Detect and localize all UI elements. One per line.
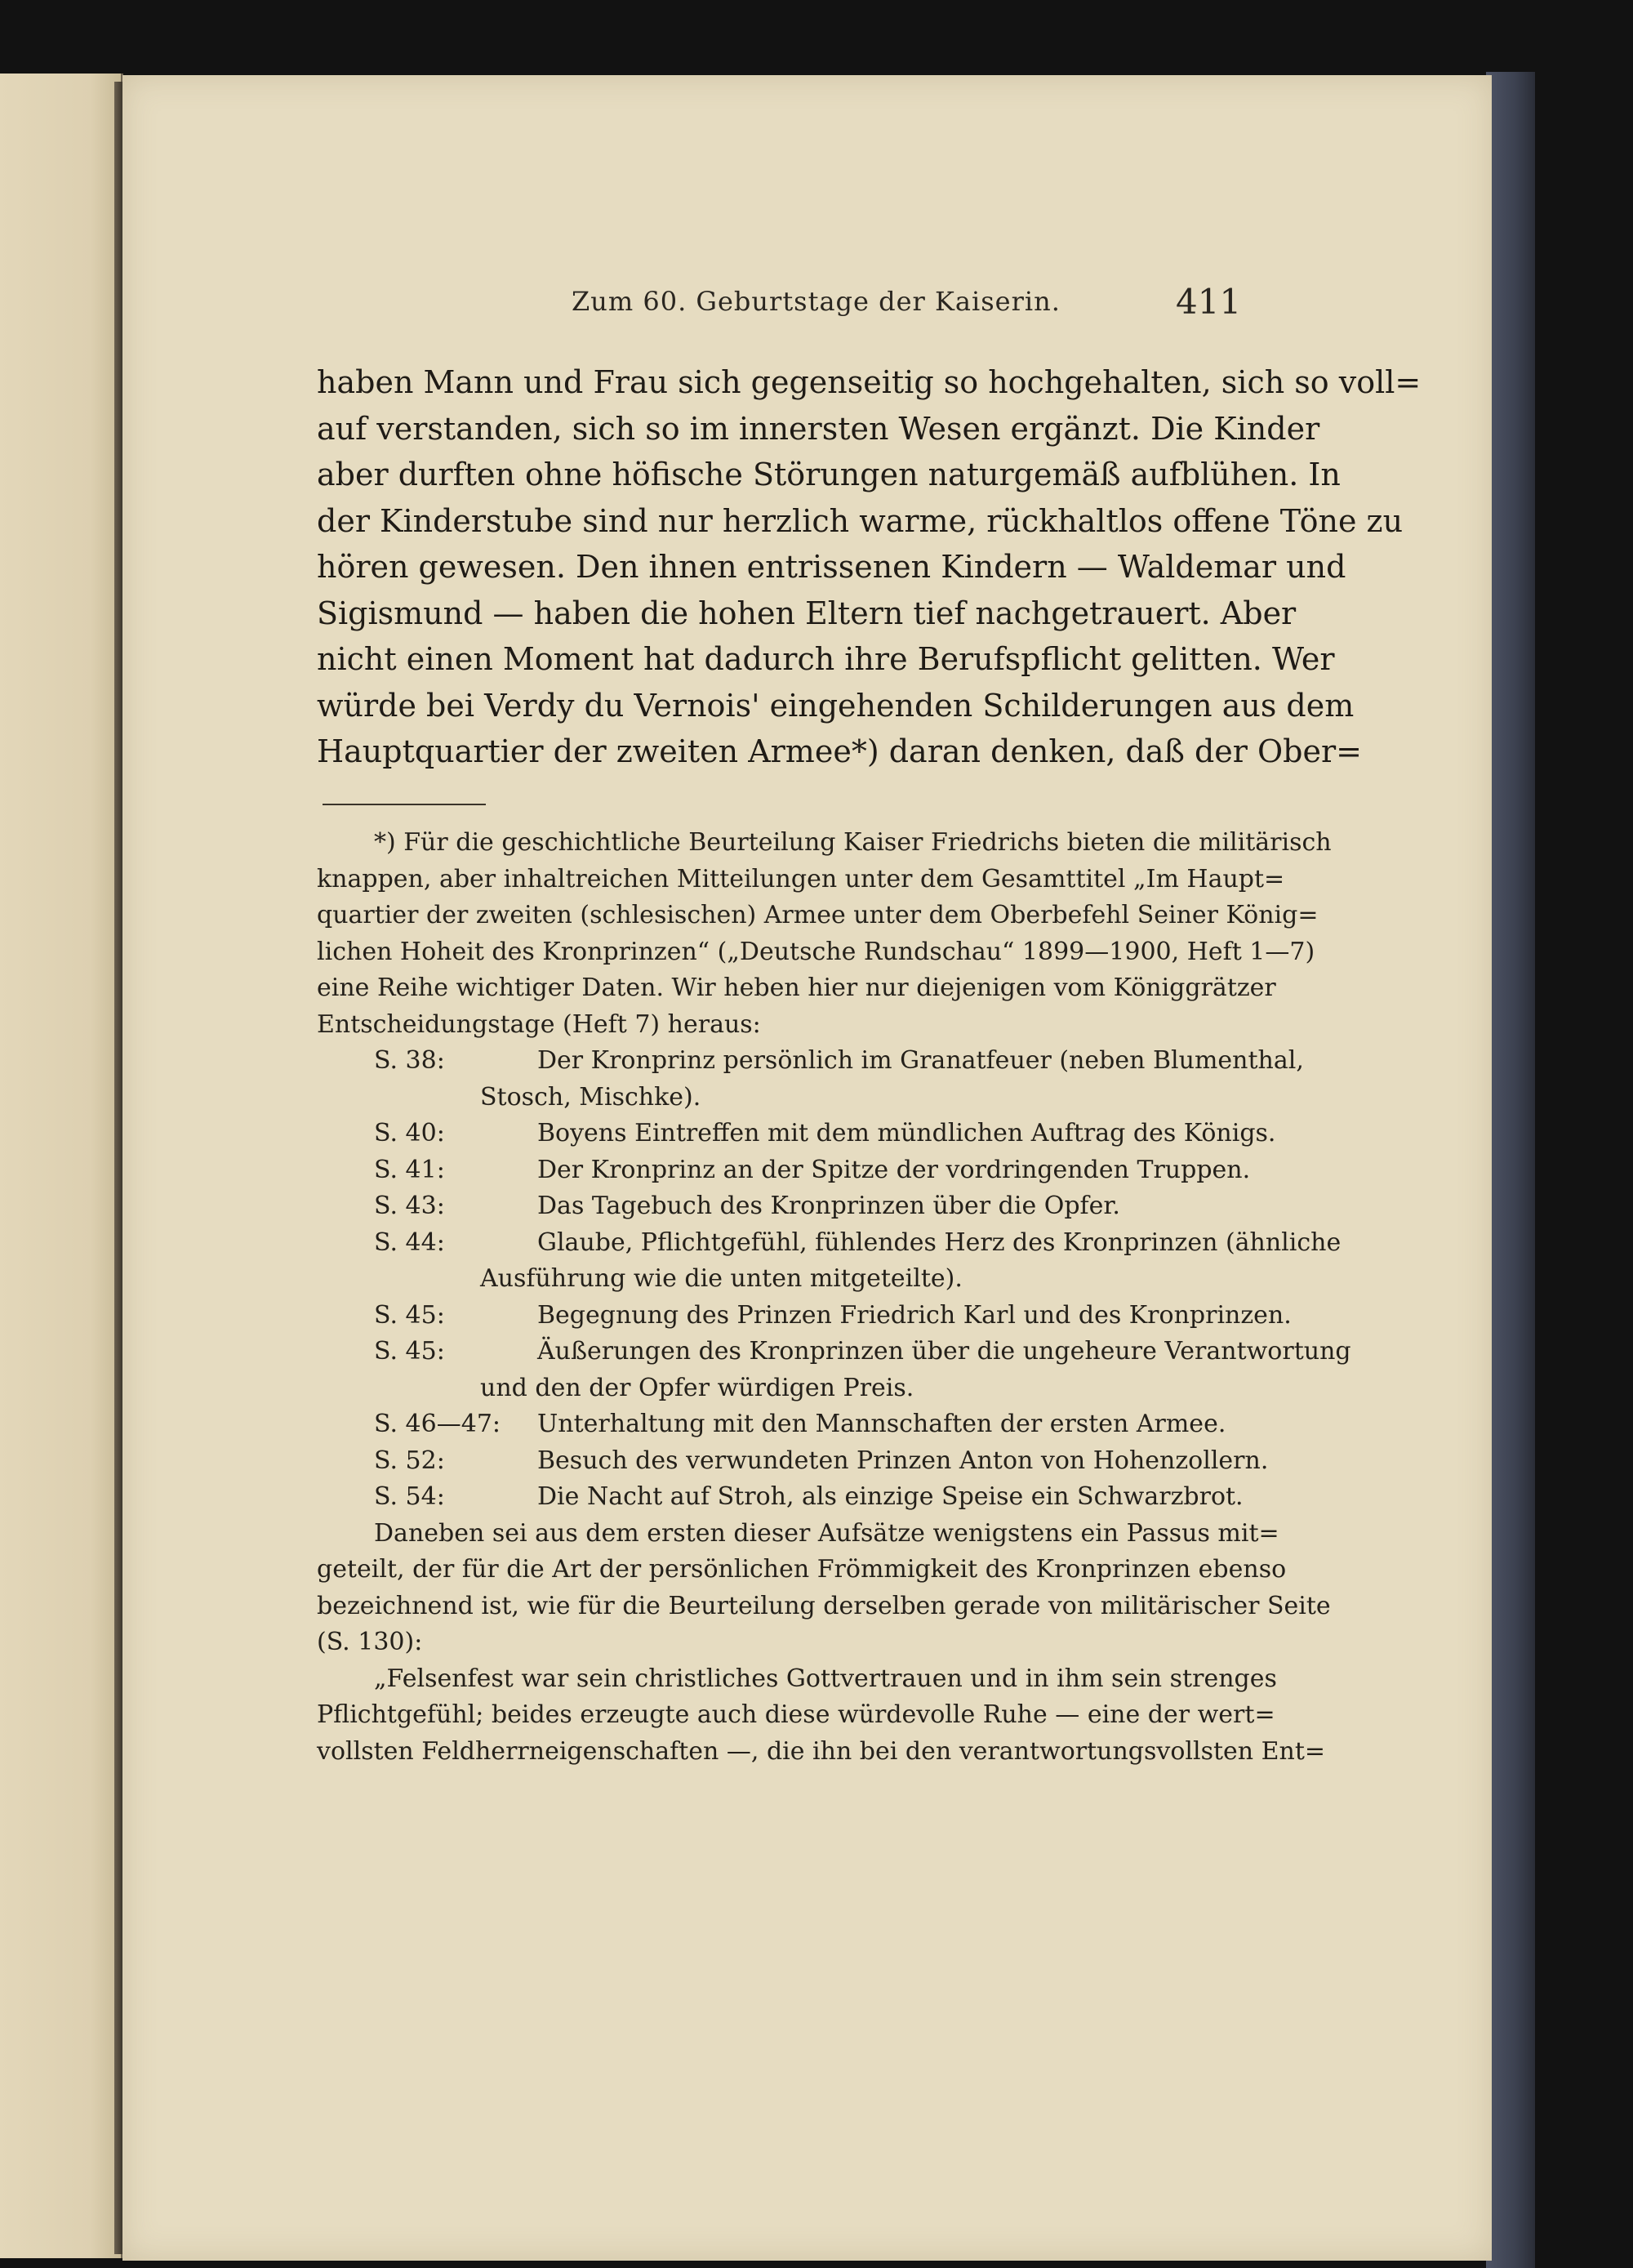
reference-continuation: und den der Opfer würdigen Preis.	[480, 1373, 914, 1402]
book-cover-board	[1486, 72, 1535, 2268]
footnote-line: quartier der zweiten (schlesischen) Armee unter dem Oberbefehl Seiner König=	[317, 901, 1319, 929]
body-line: aber durften ohne höfische Störungen naturgemäß aufblühen. In	[317, 457, 1341, 492]
body-line: Hauptquartier der zweiten Armee*) daran denken, daß der Ober=	[317, 733, 1362, 769]
page-reference: S. 54:	[374, 1482, 445, 1511]
running-head: Zum 60. Geburtstage der Kaiserin.	[572, 286, 1061, 317]
reference-description: Die Nacht auf Stroh, als einzige Speise ein Schwarzbrot.	[537, 1482, 1244, 1511]
page-reference: S. 45:	[374, 1300, 445, 1330]
footnote-reference-item	[317, 1334, 1351, 1370]
page-reference: S. 38:	[374, 1046, 445, 1075]
page-reference: S. 46—47:	[374, 1410, 501, 1438]
footnote-line: Daneben sei aus dem ersten dieser Aufsätze wenigstens ein Passus mit=	[374, 1518, 1279, 1548]
footnote-line: lichen Hoheit des Kronprinzen“ („Deutsche Rundschau“ 1899—1900, Heft 1—7)	[317, 937, 1315, 966]
reference-continuation: Ausführung wie die unten mitgeteilte).	[480, 1264, 963, 1293]
reference-description: Begegnung des Prinzen Friedrich Karl und des Kronprinzen.	[537, 1300, 1292, 1330]
reference-continuation: Stosch, Mischke).	[480, 1082, 701, 1112]
body-line: hören gewesen. Den ihnen entrissenen Kindern — Waldemar und	[317, 549, 1346, 585]
reference-description: Besuch des verwundeten Prinzen Anton von Hohenzollern.	[537, 1446, 1269, 1475]
reference-description: Glaube, Pflichtgefühl, fühlendes Herz des Kronprinzen (ähnliche	[537, 1228, 1342, 1257]
footnote-line: (S. 130):	[317, 1628, 423, 1656]
footnote-line: eine Reihe wichtiger Daten. Wir heben hier nur diejenigen vom Königgrätzer	[317, 974, 1276, 1002]
body-line: Sigismund — haben die hohen Eltern tief nachgetrauert. Aber	[317, 595, 1297, 631]
page-reference: S. 52:	[374, 1446, 445, 1475]
page-number: 411	[1176, 282, 1242, 322]
left-page-edge	[0, 74, 123, 2258]
body-line: würde bei Verdy du Vernois' eingehenden Schilderungen aus dem	[317, 687, 1355, 724]
footnote-reference-list	[317, 1043, 1351, 1516]
footnote-reference-item	[317, 1043, 1304, 1080]
footnote-reference-item	[317, 1116, 1276, 1152]
reference-description: Der Kronprinz persönlich im Granatfeuer (neben Blumenthal,	[537, 1046, 1304, 1075]
quotation-line: vollsten Feldherrneigenschaften —, die ihn bei den verantwortungsvollsten Ent=	[317, 1736, 1326, 1766]
footnote-reference-item	[317, 1298, 1292, 1335]
reference-description: Unterhaltung mit den Mannschaften der ersten Armee.	[537, 1410, 1226, 1438]
page-reference: S. 41:	[374, 1155, 445, 1184]
body-line: der Kinderstube sind nur herzlich warme, rückhaltlos offene Töne zu	[317, 502, 1404, 539]
footnote-reference-item	[317, 1443, 1269, 1480]
footnote-rule	[323, 804, 486, 805]
reference-description: Das Tagebuch des Kronprinzen über die Opfer.	[537, 1192, 1120, 1220]
page-reference: S. 45:	[374, 1337, 445, 1366]
footnote-reference-item	[317, 1479, 1244, 1516]
footnote-reference-item	[317, 1152, 1251, 1189]
main-body-text	[317, 359, 1422, 775]
page-reference: S. 40:	[374, 1119, 445, 1147]
footnote-line: Entscheidungstage (Heft 7) heraus:	[317, 1009, 761, 1039]
footnote-line: knappen, aber inhaltreichen Mitteilungen unter dem Gesamttitel „Im Haupt=	[317, 864, 1285, 893]
footnote-line: *) Für die geschichtliche Beurteilung Kaiser Friedrichs bieten die militärisch	[374, 828, 1332, 857]
footnote-line: geteilt, der für die Art der persönlichen Frömmigkeit des Kronprinzen ebenso	[317, 1555, 1287, 1584]
footnote-reference-item	[317, 1225, 1342, 1262]
footnote-block	[317, 825, 1351, 1770]
footnote-line: bezeichnend ist, wie für die Beurteilung derselben gerade von militärischer Seite	[317, 1591, 1331, 1620]
reference-description: Der Kronprinz an der Spitze der vordringenden Truppen.	[537, 1155, 1251, 1184]
footnote-reference-item	[317, 1188, 1236, 1225]
page-reference: S. 43:	[374, 1192, 445, 1220]
quotation-line: „Felsenfest war sein christliches Gottvertrauen und in ihm sein strenges	[374, 1664, 1277, 1693]
footnote-reference-item	[317, 1406, 1236, 1443]
reference-description: Äußerungen des Kronprinzen über die ungeheure Verantwortung	[537, 1337, 1351, 1366]
quotation-line: Pflichtgefühl; beides erzeugte auch diese würdevolle Ruhe — eine der wert=	[317, 1700, 1275, 1729]
body-line: haben Mann und Frau sich gegenseitig so hochgehalten, sich so voll=	[317, 364, 1422, 400]
page-reference: S. 44:	[374, 1228, 445, 1257]
body-line: auf verstanden, sich so im innersten Wesen ergänzt. Die Kinder	[317, 410, 1320, 447]
reference-description: Boyens Eintreffen mit dem mündlichen Auftrag des Königs.	[537, 1119, 1276, 1147]
body-line: nicht einen Moment hat dadurch ihre Berufspflicht gelitten. Wer	[317, 641, 1335, 677]
